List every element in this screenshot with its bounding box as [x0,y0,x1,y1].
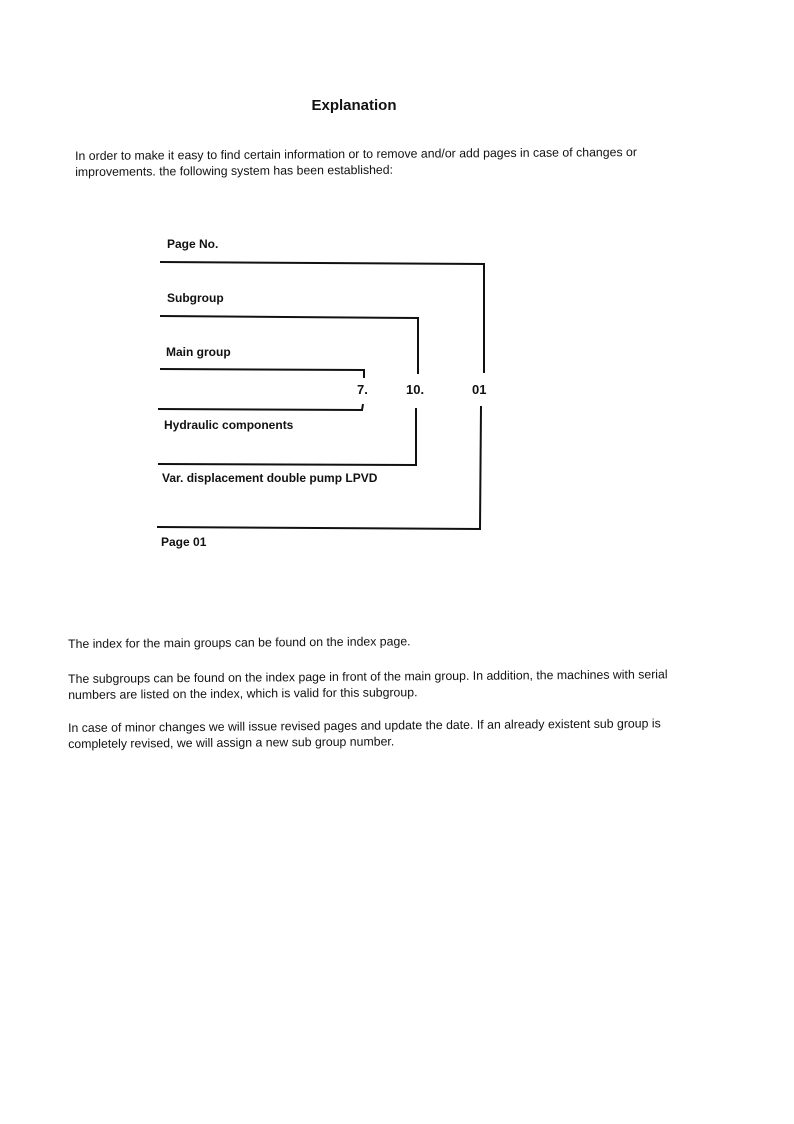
label-hydraulic-components: Hydraulic components [164,418,294,432]
maingroup-bracket-top [160,369,364,378]
page-title: Explanation [311,97,397,114]
label-page-no: Page No. [167,237,219,251]
label-pump: Var. displacement double pump LPVD [162,471,378,485]
subgroup-bracket-bottom [158,408,416,465]
maingroup-bracket-bottom [158,404,363,410]
label-subgroup: Subgroup [167,291,224,305]
code-main-group: 7. [357,382,368,397]
paragraph-changes: In case of minor changes we will issue revised pages and update the date. If an already existent sub group is completely revised, we will assign a new sub group number. [68,716,661,751]
paragraph-subgroups: The subgroups can be found on the index page in front of the main group. In addition, the machines with serial numbers are listed on the index, which is valid for this subgroup. [68,667,668,702]
code-subgroup: 10. [406,382,425,397]
intro-text: In order to make it easy to find certain information or to remove and/or add pages in case of changes or improvements. the following system has been established: [75,145,637,179]
label-main-group: Main group [166,345,231,359]
code-page: 01 [472,382,487,397]
paragraph-index: The index for the main groups can be found on the index page. [68,634,411,651]
label-page-01: Page 01 [161,535,207,549]
